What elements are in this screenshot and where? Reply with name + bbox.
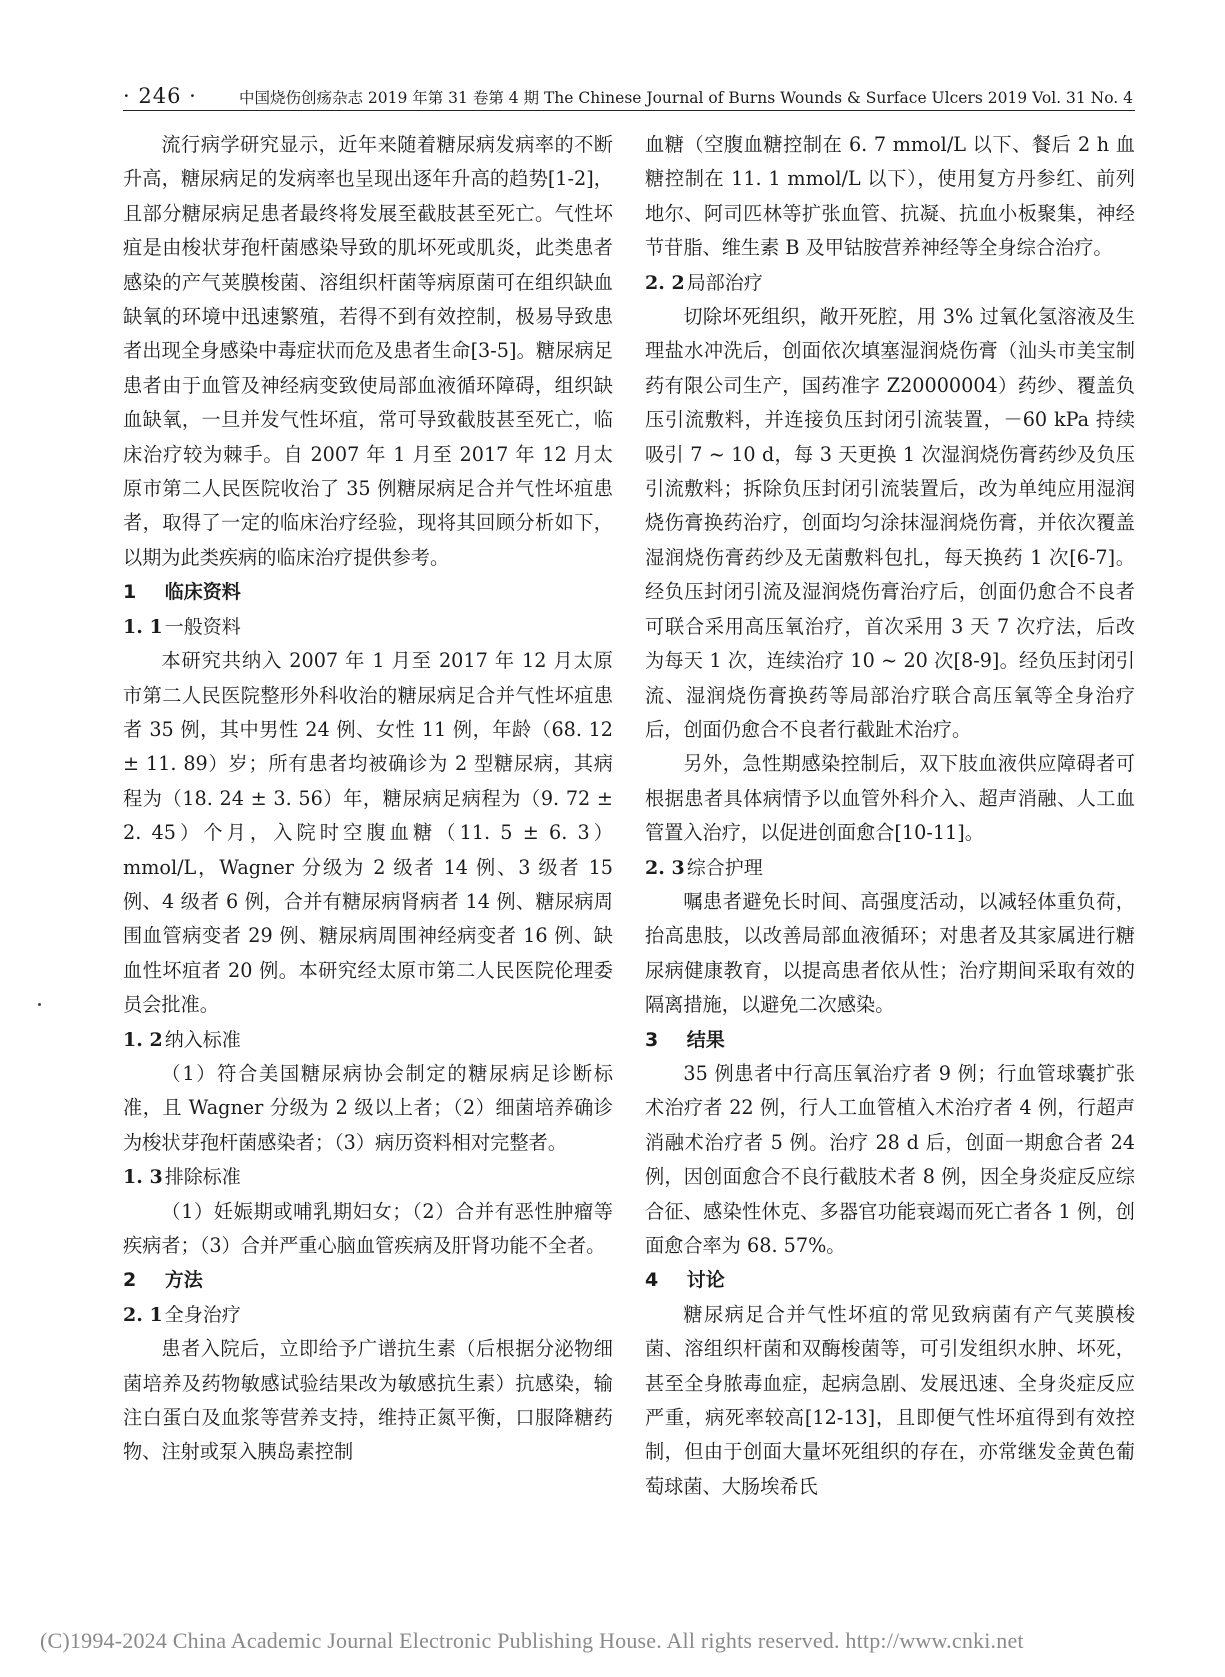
paragraph: 血糖（空腹血糖控制在 6. 7 mmol/L 以下、餐后 2 h 血糖控制在 11. 1 mmol/L 以下），使用复方丹参红、前列地尔、阿司匹林等扩张血管、抗凝、抗血小板聚集，神经节苷脂、维生素 B 及甲钴胺营养神经等全身综合治疗。: [645, 133, 1135, 260]
subsection-heading: [645, 851, 1135, 885]
right-column: [645, 128, 1135, 1504]
paragraph: （1）符合美国糖尿病协会制定的糖尿病足诊断标准，且 Wagner 分级为 2 级以上者；（2）细菌培养确诊为梭状芽孢杆菌感染者；（3）病历资料相对完整者。: [123, 1061, 613, 1154]
heading-number: 1. 2: [123, 1028, 163, 1051]
heading-text: 纳入标准: [164, 1028, 241, 1051]
left-column: [123, 128, 613, 1470]
heading-text: 结果: [686, 1028, 725, 1051]
header-rule: [123, 110, 1135, 111]
heading-number: 2. 2: [645, 271, 685, 294]
heading-number: 2. 1: [123, 1303, 163, 1326]
paragraph: 切除坏死组织，敞开死腔，用 3% 过氧化氢溶液及生理盐水冲洗后，创面依次填塞湿润烧伤膏（汕头市美宝制药有限公司生产，国药准字 Z20000004）药纱、覆盖负压引流敷料，并连接负压封闭引流装置，－60 kPa 持续吸引 7 ~ 10 d，每 3 天更换 1 次湿润烧伤膏药纱及负压引流敷料；拆除负压封闭引流装置后，改为单纯应用湿润烧伤膏换药治疗，创面均匀涂抹湿润烧伤膏，并依次覆盖湿润烧伤膏药纱及无菌敷料包扎，每天换药 1 次[6-7]。经负压封闭引流及湿润烧伤膏治疗后，创面仍愈合不良者可联合采用高压氧治疗，首次采用 3 天 7 次疗法，后改为每天 1 次，连续治疗 10 ~ 20 次[8-9]。经负压封闭引流、湿润烧伤膏换药等局部治疗联合高压氧等全身治疗后，创面仍愈合不良者行截趾术治疗。: [645, 305, 1135, 741]
heading-text: 综合护理: [686, 856, 763, 879]
heading-number: 1: [123, 581, 137, 604]
paragraph: 本研究共纳入 2007 年 1 月至 2017 年 12 月太原市第二人民医院整形外科收治的糖尿病足合并气性坏疽患者 35 例，其中男性 24 例、女性 11 例，年龄（68. 12 ± 11. 89）岁；所有患者均被确诊为 2 型糖尿病，其病程为（18. 24 ± 3. 56）年，糖尿病足病程为（9. 72 ± 2. 45）个月，入院时空腹血糖（11. 5 ± 6. 3）mmol/L，Wagner 分级为 2 级者 14 例、3 级者 15 例、4 级者 6 例，合并有糖尿病肾病者 14 例、糖尿病周围血管病变者 29 例、糖尿病周围神经病变者 16 例、缺血性坏疽者 20 例。本研究经太原市第二人民医院伦理委员会批准。: [123, 649, 613, 1017]
heading-text: 方法: [164, 1269, 203, 1292]
heading-number: 4: [645, 1269, 659, 1292]
copyright-footer: (C)1994-2024 China Academic Journal Electronic Publishing House. All rights reserved. http://www.cnki.net: [40, 1628, 1024, 1653]
paragraph: 流行病学研究显示，近年来随着糖尿病发病率的不断升高，糖尿病足的发病率也呈现出逐年升高的趋势[1-2]，且部分糖尿病足患者最终将发展至截肢甚至死亡。气性坏疽是由梭状芽孢杆菌感染导致的肌坏死或肌炎，此类患者感染的产气荚膜梭菌、溶组织杆菌等病原菌可在组织缺血缺氧的环境中迅速繁殖，若得不到有效控制，极易导致患者出现全身感染中毒症状而危及患者生命[3-5]。糖尿病足患者由于血管及神经病变致使局部血液循环障碍，组织缺血缺氧，一旦并发气性坏疽，常可导致截肢甚至死亡，临床治疗较为棘手。自 2007 年 1 月至 2017 年 12 月太原市第二人民医院收治了 35 例糖尿病足合并气性坏疽患者，取得了一定的临床治疗经验，现将其回顾分析如下，以期为此类疾病的临床治疗提供参考。: [123, 133, 613, 569]
heading-number: 1. 3: [123, 1166, 163, 1189]
heading-text: 临床资料: [164, 581, 241, 604]
heading-text: 一般资料: [164, 615, 241, 638]
subsection-heading: [645, 266, 1135, 300]
margin-dot: [38, 1003, 41, 1006]
heading-number: 1. 1: [123, 615, 163, 638]
subsection-heading: [123, 610, 613, 644]
subsection-heading: [123, 1023, 613, 1057]
heading-text: 讨论: [686, 1269, 725, 1292]
section-heading: [645, 1023, 1135, 1057]
paragraph: 嘱患者避免长时间、高强度活动，以减轻体重负荷，抬高患肢，以改善局部血液循环；对患者及其家属进行糖尿病健康教育，以提高患者依从性；治疗期间采取有效的隔离措施，以避免二次感染。: [645, 889, 1135, 1017]
paragraph: 患者入院后，立即给予广谱抗生素（后根据分泌物细菌培养及药物敏感试验结果改为敏感抗生素）抗感染，输注白蛋白及血浆等营养支持，维持正氮平衡，口服降糖药物、注射或泵入胰岛素控制: [123, 1337, 613, 1464]
heading-number: 3: [645, 1028, 659, 1051]
paragraph: 糖尿病足合并气性坏疽的常见致病菌有产气荚膜梭菌、溶组织杆菌和双酶梭菌等，可引发组织水肿、坏死，甚至全身脓毒血症，起病急剧、发展迅速、全身炎症反应严重，病死率较高[12-13]，且即便气性坏疽得到有效控制，但由于创面大量坏死组织的存在，亦常继发金黄色葡萄球菌、大肠埃希氏: [645, 1302, 1135, 1498]
page-number: · 246 ·: [123, 84, 197, 108]
section-heading: [123, 575, 613, 609]
paragraph: 另外，急性期感染控制后，双下肢血液供应障碍者可根据患者具体病情予以血管外科介入、超声消融、人工血管置入治疗，以促进创面愈合[10-11]。: [645, 752, 1135, 845]
subsection-heading: [123, 1298, 613, 1332]
subsection-heading: [123, 1160, 613, 1194]
paragraph: （1）妊娠期或哺乳期妇女；（2）合并有恶性肿瘤等疾病者；（3）合并严重心脑血管疾病及肝肾功能不全者。: [123, 1199, 613, 1257]
paragraph: 35 例患者中行高压氧治疗者 9 例；行血管球囊扩张术治疗者 22 例，行人工血管植入术治疗者 4 例，行超声消融术治疗者 5 例。治疗 28 d 后，创面一期愈合者 24 例，因创面愈合不良行截肢术者 8 例，因全身炎症反应综合征、感染性休克、多器官功能衰竭而死亡者各 1 例，创面愈合率为 68. 57%。: [645, 1061, 1135, 1257]
heading-text: 局部治疗: [686, 271, 763, 294]
heading-text: 全身治疗: [164, 1303, 241, 1326]
heading-text: 排除标准: [164, 1166, 241, 1189]
heading-number: 2. 3: [645, 856, 685, 879]
running-head: 中国烧伤创疡杂志 2019 年第 31 卷第 4 期 The Chinese Journal of Burns Wounds & Surface Ulcers 2019 Vol. 31 No. 4: [238, 89, 1133, 107]
heading-number: 2: [123, 1269, 137, 1292]
section-heading: [123, 1263, 613, 1297]
section-heading: [645, 1263, 1135, 1297]
page-header: [0, 0, 1225, 112]
